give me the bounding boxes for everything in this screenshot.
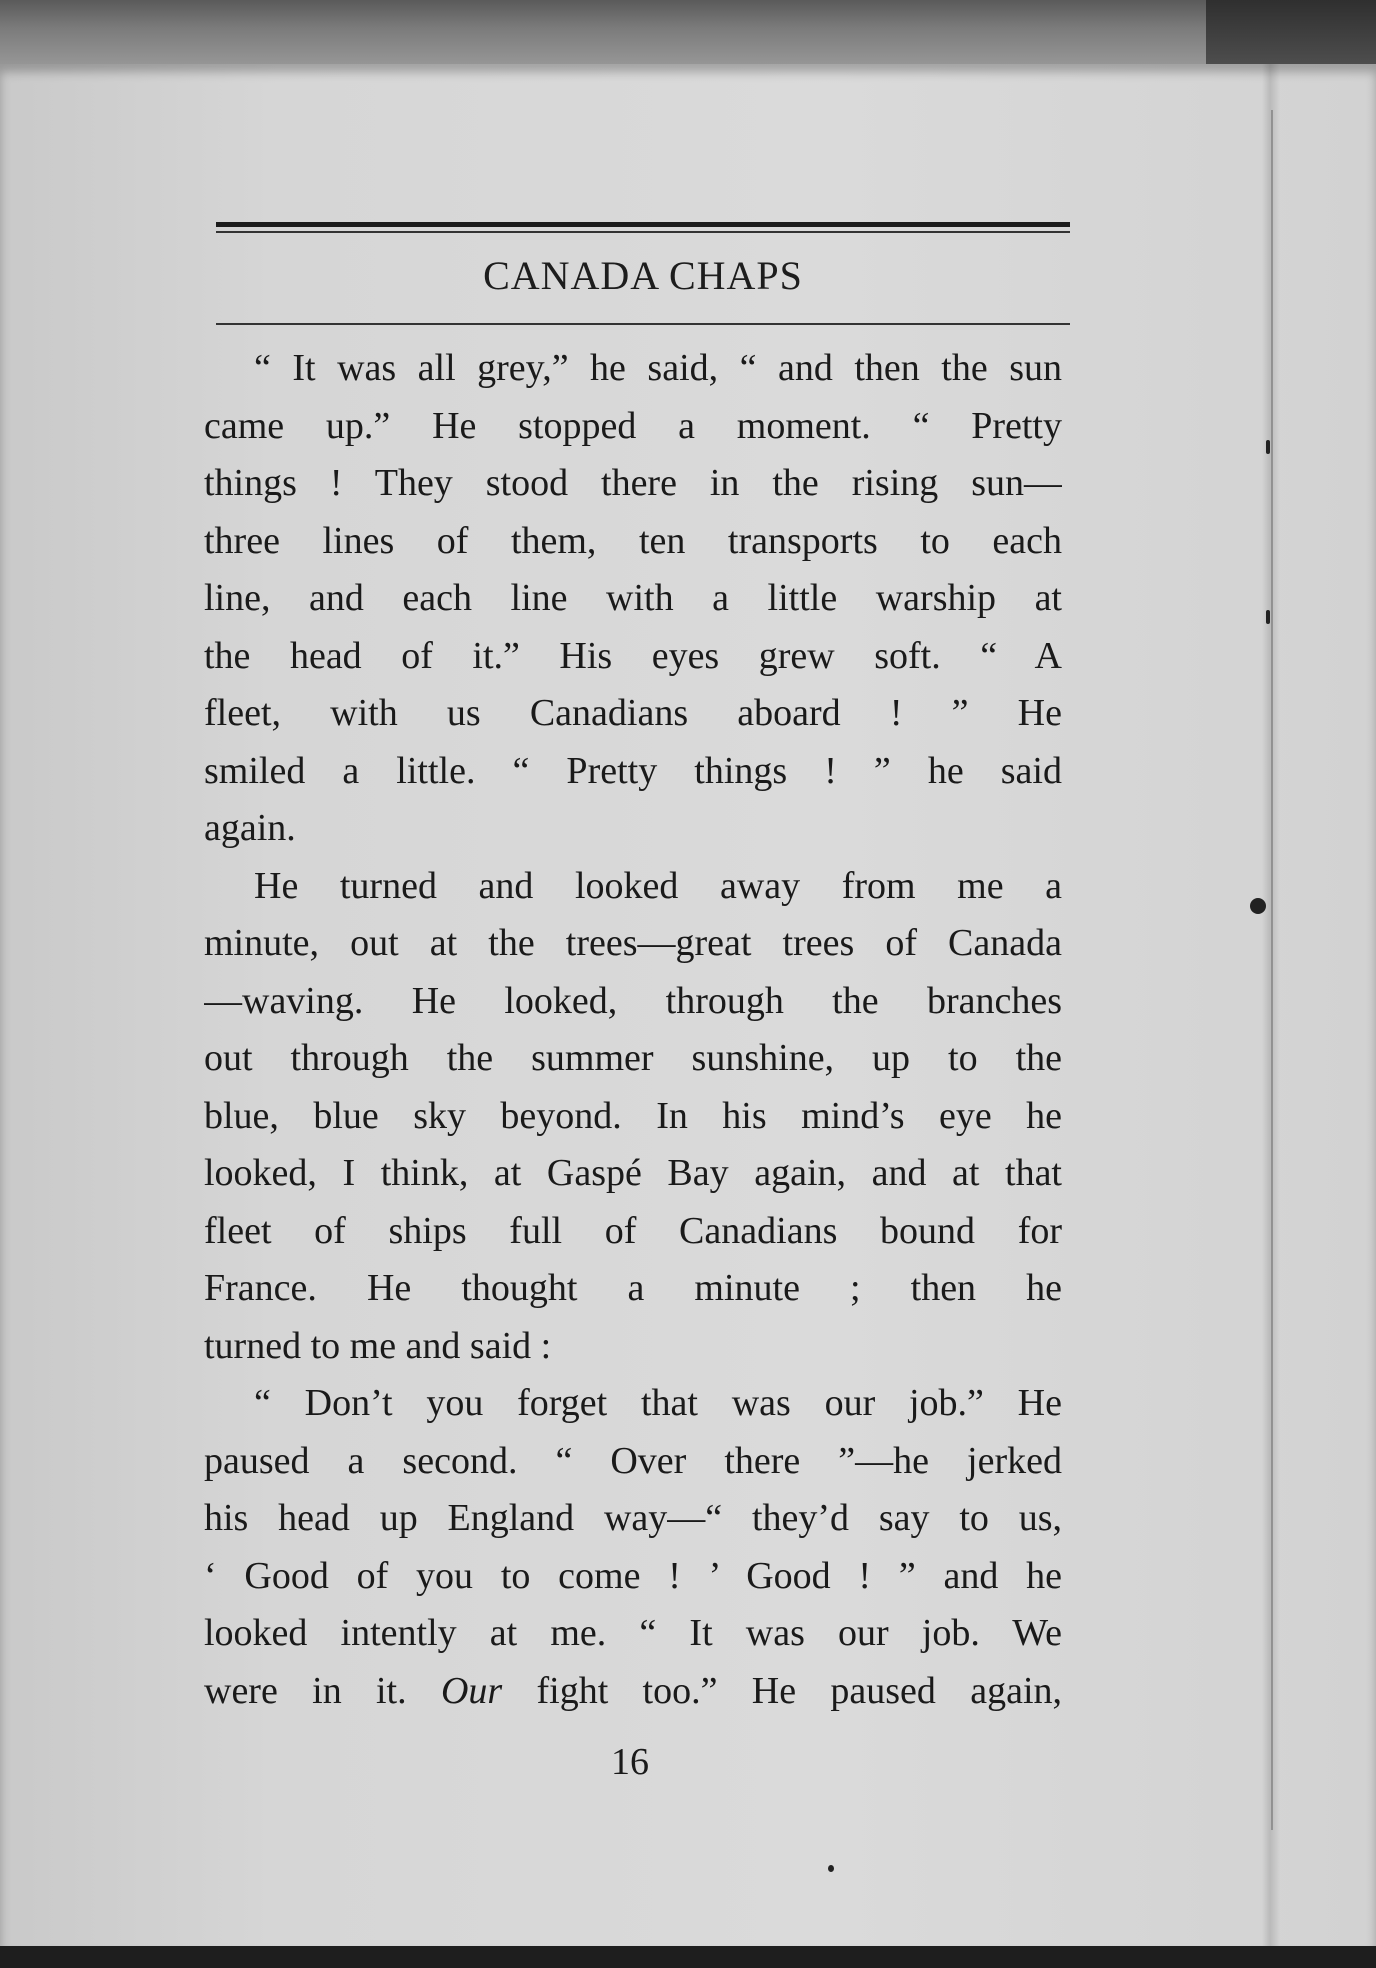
text-line: came up.” He stopped a moment. “ Pretty (204, 404, 1062, 447)
page-number: 16 (611, 1741, 649, 1783)
paper-speck (1250, 898, 1266, 914)
text-line: looked intently at me. “ It was our job. We (204, 1612, 1062, 1654)
page-body-text (204, 340, 1062, 1720)
scanner-top-edge (0, 0, 1376, 70)
text-line: looked, I think, at Gaspé Bay again, and at that (204, 1152, 1062, 1194)
text-line: “ Don’t you forget that was our job.” He (254, 1382, 1062, 1424)
scanner-bottom-edge (0, 1946, 1376, 1968)
text-line: blue, blue sky beyond. In his mind’s eye he (204, 1094, 1062, 1137)
text-line: again. (204, 807, 296, 849)
page-fold-line (1271, 110, 1273, 1830)
header-rule-thin-top (216, 231, 1070, 233)
running-head: CANADA CHAPS (483, 253, 803, 298)
text-line: ‘ Good of you to come ! ’ Good ! ” and he (204, 1554, 1062, 1597)
text-line: “ It was all grey,” he said, “ and then the sun (254, 347, 1062, 389)
text-line: smiled a little. “ Pretty things ! ” he said (204, 749, 1062, 792)
text-segment: were in it. (204, 1669, 407, 1712)
text-line: out through the summer sunshine, up to the (204, 1037, 1062, 1079)
text-line: turned to me and said : (204, 1324, 552, 1367)
paper-speck (1266, 610, 1270, 624)
italic-word: Our (440, 1669, 503, 1712)
text-line: things ! They stood there in the rising sun— (204, 462, 1062, 504)
text-line: He turned and looked away from me a (254, 864, 1062, 907)
text-line: paused a second. “ Over there ”—he jerked (204, 1439, 1062, 1482)
text-line: —waving. He looked, through the branches (204, 979, 1062, 1022)
text-line: the head of it.” His eyes grew soft. “ A (204, 634, 1062, 677)
text-line: fleet, with us Canadians aboard ! ” He (204, 692, 1062, 734)
text-line-mixed (204, 1663, 1062, 1721)
text-line: line, and each line with a little warship at (204, 577, 1062, 619)
text-line: three lines of them, ten transports to each (204, 519, 1062, 562)
header-rule-bottom (216, 323, 1070, 325)
text-line: his head up England way—“ they’d say to us, (204, 1497, 1062, 1539)
paper-speck (1266, 440, 1270, 454)
text-line: France. He thought a minute ; then he (204, 1267, 1062, 1309)
text-segment: fight too.” He paused again, (536, 1669, 1062, 1712)
paper-speck (828, 1865, 834, 1872)
text-line: fleet of ships full of Canadians bound for (204, 1209, 1062, 1252)
text-line: minute, out at the trees—great trees of Canada (204, 922, 1062, 964)
header-rule-thick (216, 222, 1070, 227)
